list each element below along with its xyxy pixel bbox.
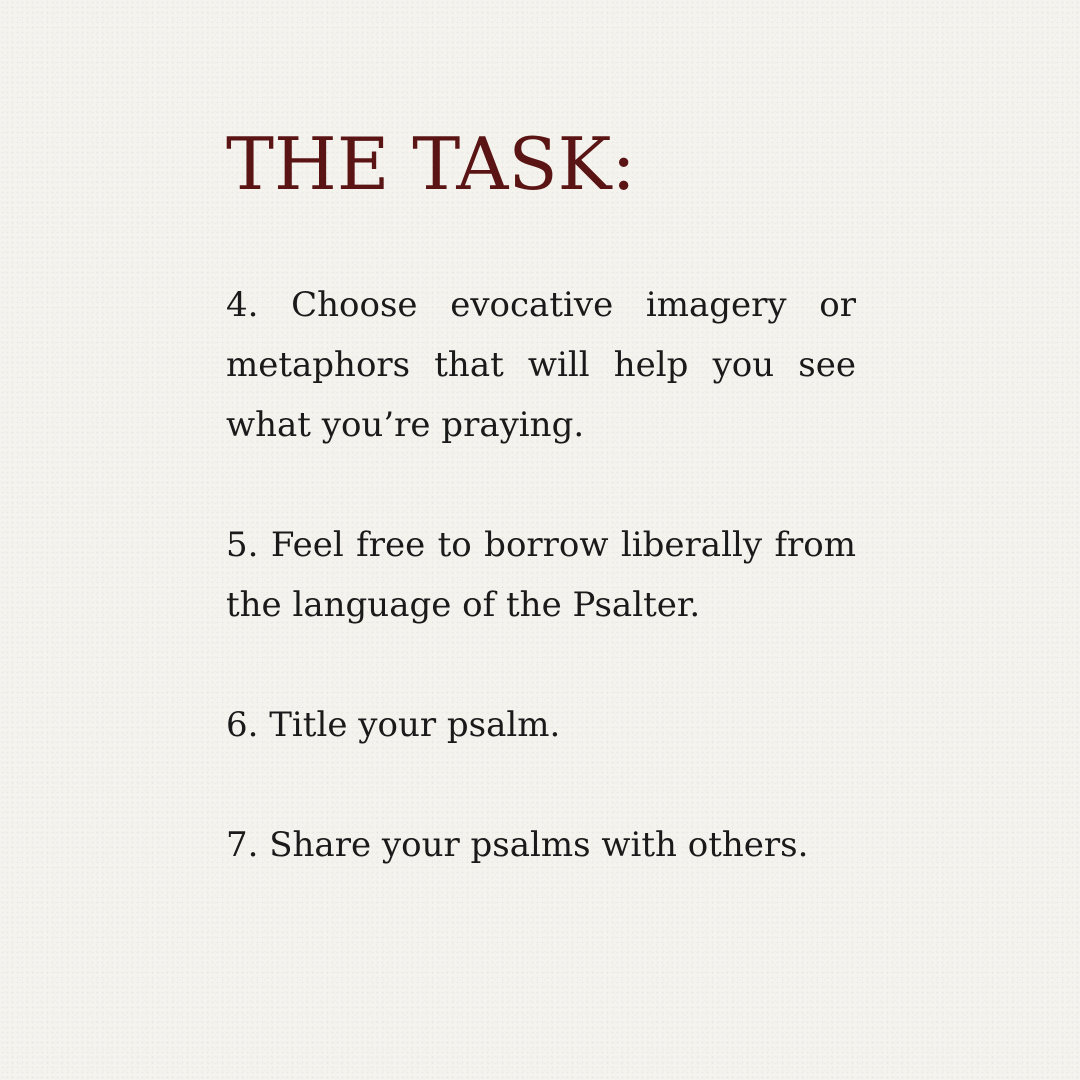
task-item-5: 5. Feel free to borrow liberally from the language of the Psalter. [226, 525, 856, 625]
task-item-6: 6. Title your psalm. [226, 705, 561, 745]
task-item-4: 4. Choose evocative imagery or metaphors that will help you see what you’re praying. [226, 285, 856, 445]
page-title: THE TASK: [226, 122, 636, 206]
task-item-7: 7. Share your psalms with others. [226, 825, 809, 865]
